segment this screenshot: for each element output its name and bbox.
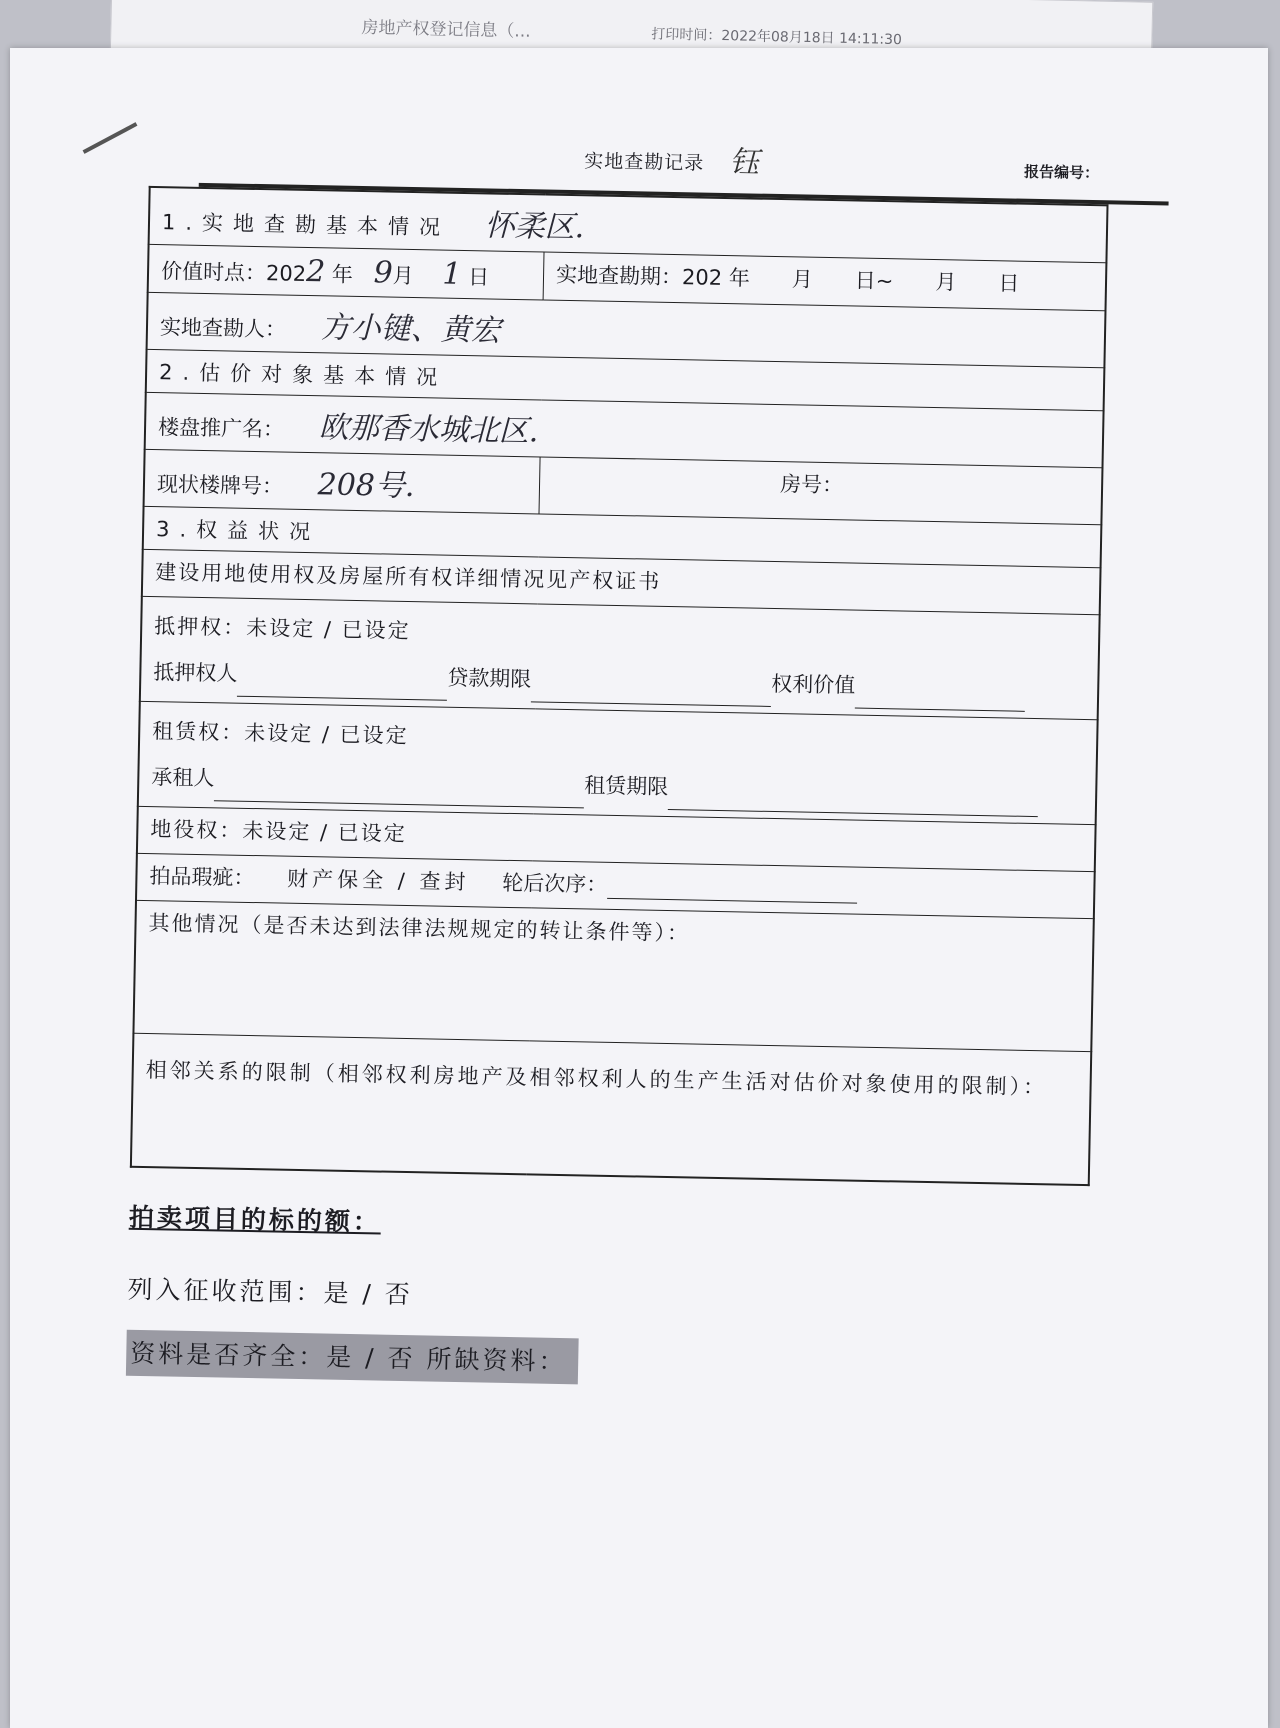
survey-form-page [26,118,1210,1396]
value-date-day: 1 [442,256,462,292]
mortgage-label: 抵押权：未设定 / 已设定 [154,614,411,644]
right-value-label: 权利价值 [771,671,856,698]
loan-term-label: 贷款期限 [447,665,532,692]
mortgagee-label: 抵押权人 [153,660,238,686]
section3-heading: 3.权益状况 [155,517,321,545]
district-handwritten: 怀柔区. [484,208,585,246]
lessee-blank [214,778,584,808]
lease-term-label: 租赁期限 [584,773,669,799]
lease-row [138,701,1098,824]
auction-amount-label: 拍卖项目的标的额： [128,1202,382,1237]
handwritten-mark: 钰 [728,145,760,181]
survey-period-label: 实地查勘期：202 [555,262,723,290]
docs-complete-label: 资料是否齐全：是 / 否 所缺资料： [126,1330,579,1385]
defect-label: 拍品瑕疵： [149,864,255,891]
surveyor-handwritten: 方小键、黄宏 [320,310,502,349]
lessee-label: 承租人 [151,765,215,791]
form-title: 实地查勘记录 [584,150,705,175]
order-label: 轮后次序： [501,870,608,897]
value-date-year: 2 [305,253,326,290]
project-name-handwritten: 欧那香水城北区. [318,410,539,450]
other-label: 其他情况（是否未达到法律法规规定的转让条件等）： [148,911,691,946]
lease-term-blank [668,787,1038,817]
easement-label: 地役权：未设定 / 已设定 [150,817,407,846]
mortgage-row [140,596,1100,719]
loan-term-blank [531,679,771,707]
survey-period-dates: 年 月 日~ 月 日 [728,266,1020,296]
report-number-label: 报告编号： [1023,162,1100,183]
lease-label: 租赁权：未设定 / 已设定 [152,719,409,748]
month-unit: 月 [392,263,414,289]
neighbor-row [131,1033,1091,1185]
building-number-handwritten: 208号. [317,467,415,505]
section1-heading: 1.实地查勘基本情况 [161,210,451,240]
neighbor-label: 相邻关系的限制（相邻权利房地产及相邻权利人的生产生活对估价对象使用的限制）： [145,1058,1048,1100]
print-time: 打印时间：2022年08月18日 14:11:30 [651,26,903,49]
section2-heading: 2.估价对象基本情况 [158,360,448,390]
room-number-cell [539,457,1102,525]
survey-sheet [10,48,1268,1728]
order-blank [607,876,857,904]
room-number-label: 房号： [779,472,844,498]
value-date-label: 价值时点：202 [160,259,307,286]
year-unit: 年 [331,262,354,287]
project-name-label: 楼盘推广名： [157,415,285,442]
rights-note: 建设用地使用权及房屋所有权详细情况见产权证书 [155,560,662,594]
building-number-label: 现状楼牌号： [156,472,284,499]
building-number-cell [144,449,541,514]
defect-options: 财产保全 / 查封 [286,866,470,895]
value-date-month: 9 [373,255,394,291]
mortgagee-blank [237,674,447,701]
surveyor-label: 实地查勘人： [159,315,287,342]
day-unit: 日 [467,265,490,290]
value-date-cell [148,244,544,300]
bottom-area [126,1198,1189,1396]
right-value-blank [855,686,1025,712]
underlying-sheet-title: 房地产权登记信息（... [361,17,531,42]
other-row [133,900,1093,1051]
survey-form-table [130,186,1109,1186]
expropriation-label: 列入征收范围：是 / 否 [127,1274,414,1310]
